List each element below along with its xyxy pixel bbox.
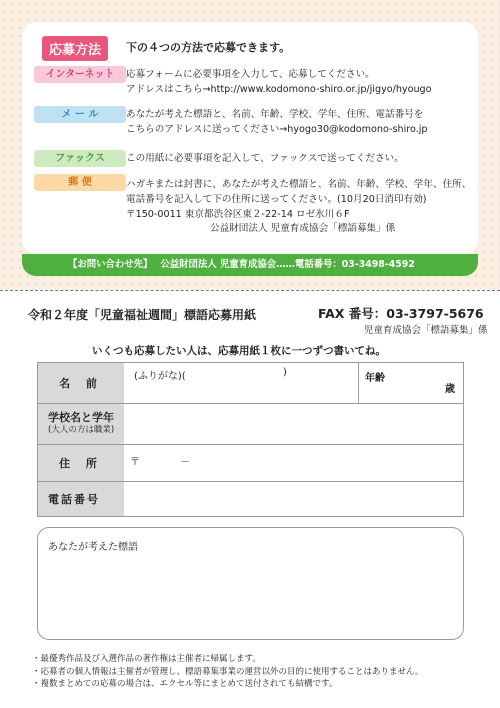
address-row[interactable]	[38, 445, 463, 482]
furigana-close: )	[283, 367, 287, 378]
fax-text: この用紙に必要事項を記入して、ファックスで送ってください。	[126, 153, 404, 164]
mail-text: あなたが考えた標語と、名前、年齢、学校、学年、住所、電話番号を	[126, 109, 424, 120]
age-unit: 歳	[445, 384, 455, 395]
school-row[interactable]	[38, 404, 463, 445]
fax-tag: ファックス	[34, 150, 126, 167]
post-text: ハガキまたは封書に、あなたが考えた標語と、名前、年齢、学校、学年、住所、	[126, 179, 472, 190]
school-label-sub: (大人の方は職業)	[48, 425, 115, 435]
note-item: ・応募者の個人情報は主催者が管理し、標語募集事業の運営以外の目的に使用することはありません。	[32, 666, 424, 677]
internet-tag: インターネット	[34, 66, 126, 83]
note-item: ・複数まとめての応募の場合は、エクセル等にまとめて送付されても結構です。	[32, 679, 338, 689]
school-label-text: 学校名と学年	[48, 411, 114, 424]
age-label: 年齢	[365, 373, 385, 384]
application-methods-panel	[22, 22, 478, 254]
postal-dash: －	[180, 457, 190, 468]
form-note: いくつも応募したい人は、応募用紙１枚に一つずつ書いてね。	[92, 345, 386, 357]
contact-label: 【お問い合わせ先】	[68, 259, 153, 270]
entry-table	[37, 362, 464, 517]
internet-url: アドレスはこちら→http://www.kodomono-shiro.or.jp/jigyo/hyougo	[126, 84, 432, 95]
fax-number: FAX 番号：03-3797-5676	[318, 306, 484, 321]
note-item: ・最優秀作品及び入選作品の著作権は主催者に帰属します。	[32, 654, 261, 664]
address-label: 住 所	[38, 445, 124, 481]
slogan-label: あなたが考えた標語	[48, 542, 138, 553]
methods-title: 応募方法	[42, 36, 108, 61]
phone-row[interactable]	[38, 482, 463, 516]
form-title: 令和２年度「児童福祉週間」標語応募用紙	[28, 308, 257, 322]
postal-mark: 〒	[130, 457, 140, 468]
methods-intro: 下の４つの方法で応募できます。	[126, 41, 291, 54]
contact-bar	[22, 254, 478, 276]
mail-address: こちらのアドレスに送ってください→hyogo30@kodomono-shiro.jp	[126, 124, 428, 135]
application-form-sheet	[0, 290, 500, 708]
name-row	[38, 363, 463, 404]
internet-text: 応募フォームに必要事項を入力して、応募してください。	[126, 69, 375, 80]
post-text-2: 電話番号を記入して下の住所に送ってください。(10月20日消印有効)	[126, 194, 427, 205]
name-label: 名 前	[38, 363, 124, 403]
age-field[interactable]	[358, 363, 463, 403]
phone-label: 電話番号	[38, 482, 124, 516]
school-label	[38, 404, 124, 444]
cut-line	[0, 290, 500, 291]
slogan-field[interactable]	[37, 527, 464, 640]
notes-list	[32, 653, 424, 691]
post-tag: 郵 便	[34, 174, 126, 191]
post-address: 〒150-0011 東京都渋谷区東２-22-14 ロゼ氷川６F	[126, 209, 350, 220]
fax-recipient: 児童育成協会「標語募集」係	[364, 325, 488, 336]
furigana-field[interactable]: (ふりがな)(	[134, 371, 186, 382]
post-recipient: 公益財団法人 児童育成協会「標語募集」係	[210, 223, 396, 234]
mail-tag: メ ー ル	[34, 106, 126, 123]
contact-org: 公益財団法人 児童育成協会……電話番号：03-3498-4592	[160, 259, 415, 270]
